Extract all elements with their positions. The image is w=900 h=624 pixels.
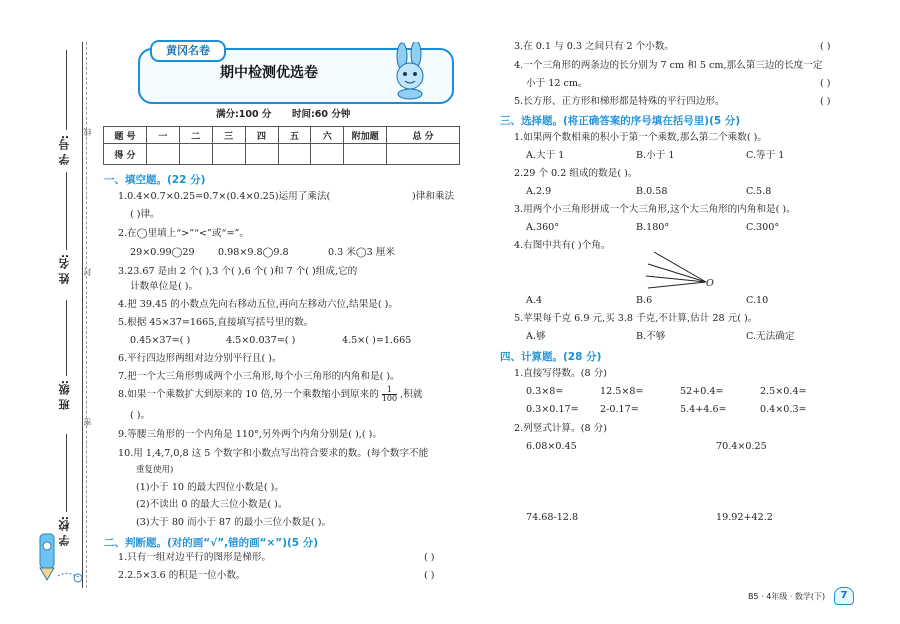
mascot-pencil-icon: [26, 528, 86, 588]
vertical-calc-b[interactable]: 70.4×0.25: [716, 441, 767, 452]
q5-item-b: 4.5×0.037=( ): [226, 335, 296, 346]
rabbit-mascot-icon: [384, 42, 436, 100]
q10-sub2: (2)不读出 0 的最大三位小数是( )。: [136, 499, 288, 510]
score-cell[interactable]: [387, 144, 460, 165]
school-label: 学 校:: [58, 516, 71, 547]
judge-4-line2: 小于 12 cm。: [526, 78, 588, 89]
choice-2-option-a[interactable]: A.2.9: [526, 186, 552, 197]
choice-3: 3.用两个小三角形拼成一个大三角形,这个大三角形的内角和是( )。: [514, 204, 796, 215]
calc-2-prompt: 2.列竖式计算。(8 分): [514, 423, 607, 434]
choice-5-option-a[interactable]: A.够: [526, 331, 546, 342]
judge-3-answer[interactable]: ( ): [820, 41, 831, 52]
calc-1-r2-b[interactable]: 2-0.17=: [600, 404, 639, 415]
cut-line: [86, 42, 87, 588]
q3-line2: 计数单位是( )。: [130, 281, 199, 292]
q3-line1: 3.23.67 是由 2 个( ),3 个( ),6 个( )和 7 个( )组成,它的: [118, 266, 358, 277]
calc-1-r2-c[interactable]: 5.4+4.6=: [680, 404, 727, 415]
seal-mi: 密: [83, 418, 92, 426]
choice-2-option-c[interactable]: C.5.8: [746, 186, 772, 197]
judge-3: 3.在 0.1 与 0.3 之间只有 2 个小数。: [514, 41, 675, 52]
choice-2-option-b[interactable]: B.0.58: [636, 186, 668, 197]
section-true-false: 二、判断题。(对的画“√”,错的画“×”)(5 分): [104, 537, 319, 549]
score-table: [103, 126, 460, 165]
choice-4: 4.右图中共有( )个角。: [514, 240, 611, 251]
student-number-label: 学 号:: [58, 135, 71, 166]
calc-1-r2-a[interactable]: 0.3×0.17=: [526, 404, 579, 415]
choice-4-option-b[interactable]: B.6: [636, 295, 653, 306]
seal-feng: 封: [83, 268, 92, 276]
judge-5: 5.长方形、正方形和梯形都是特殊的平行四边形。: [514, 96, 725, 107]
judge-1-answer[interactable]: ( ): [424, 552, 435, 563]
q8-numerator: 1: [382, 386, 397, 395]
choice-2: 2.29 个 0.2 组成的数是( )。: [514, 168, 638, 179]
q9: 9.等腰三角形的一个内角是 110°,另外两个内角分别是( ),( )。: [118, 429, 382, 440]
score-header-cell: 三: [212, 127, 245, 144]
q6: 6.平行四边形两组对边分别平行且( )。: [118, 353, 282, 364]
page-number: 7: [834, 587, 854, 605]
q8-line2: ( )。: [130, 410, 151, 421]
choice-3-option-c[interactable]: C.300°: [746, 222, 780, 233]
q8-line1: [118, 386, 422, 403]
score-header-cell: 四: [245, 127, 278, 144]
choice-1-option-b[interactable]: B.小于 1: [636, 150, 675, 161]
score-cell[interactable]: [147, 144, 180, 165]
school-line[interactable]: [66, 434, 67, 512]
q8-fraction: [382, 386, 397, 403]
score-header-cell: 一: [147, 127, 180, 144]
score-header-cell: 题 号: [104, 127, 147, 144]
calc-1-r1-a[interactable]: 0.3×8=: [526, 386, 564, 397]
exam-time: 时间:60 分钟: [292, 109, 351, 120]
vertical-calc-c[interactable]: 74.68-12.8: [526, 512, 579, 523]
q2-item-b: 0.98×9.8◯9.8: [218, 247, 289, 258]
name-label: 姓 名:: [58, 254, 71, 285]
score-cell[interactable]: [245, 144, 278, 165]
choice-1-option-c[interactable]: C.等于 1: [746, 150, 785, 161]
judge-4-line1: 4.一个三角形的两条边的长分别为 7 cm 和 5 cm,那么第三边的长度一定: [514, 60, 823, 71]
q5-item-c: 4.5×( )=1.665: [342, 335, 412, 346]
section-choice: 三、选择题。(将正确答案的序号填在括号里)(5 分): [500, 115, 741, 127]
q1-line2: ( )律。: [130, 209, 160, 220]
choice-5-option-c[interactable]: C.无法确定: [746, 331, 795, 342]
choice-1: 1.如果两个数相乘的积小于第一个乘数,那么第二个乘数( )。: [514, 132, 767, 143]
score-header-cell: 总 分: [387, 127, 460, 144]
q8-text-end: ,积就: [400, 389, 423, 400]
calc-1-prompt: 1.直接写得数。(8 分): [514, 368, 607, 379]
calc-1-r1-b[interactable]: 12.5×8=: [600, 386, 644, 397]
q1-line1b: )律和乘法: [412, 191, 455, 202]
calc-1-r1-c[interactable]: 52+0.4=: [680, 386, 724, 397]
q8-denominator: 100: [381, 394, 398, 403]
q5-prompt: 5.根据 45×37=1665,直接填写括号里的数。: [118, 317, 314, 328]
q1-line1a: 1.0.4×0.7×0.25=0.7×(0.4×0.25)运用了乘法(: [118, 191, 331, 202]
calc-1-r1-d[interactable]: 2.5×0.4=: [760, 386, 807, 397]
vertical-calc-d[interactable]: 19.92+42.2: [716, 512, 773, 523]
angle-vertex-label: O: [706, 278, 714, 289]
calc-1-r2-d[interactable]: 0.4×0.3=: [760, 404, 807, 415]
choice-4-option-c[interactable]: C.10: [746, 295, 769, 306]
choice-5-option-b[interactable]: B.不够: [636, 331, 666, 342]
choice-3-option-a[interactable]: A.360°: [526, 222, 560, 233]
q4: 4.把 39.45 的小数点先向右移动五位,再向左移动六位,结果是( )。: [118, 299, 399, 310]
book-info: B5 · 4年级 · 数学(下): [748, 592, 826, 601]
q8-text: 8.如果一个乘数扩大到原来的 10 倍,另一个乘数缩小到原来的: [118, 389, 379, 400]
score-header-cell: 二: [179, 127, 212, 144]
q10-sub1: (1)小于 10 的最大四位小数是( )。: [136, 482, 284, 493]
q2-prompt: 2.在◯里填上“>”“<”或“=”。: [118, 228, 249, 239]
class-line[interactable]: [66, 300, 67, 376]
score-cell[interactable]: [179, 144, 212, 165]
brand-badge: [150, 40, 226, 62]
page-title: 期中检测优选卷: [220, 65, 318, 81]
vertical-calc-a[interactable]: 6.08×0.45: [526, 441, 577, 452]
q2-item-a: 29×0.99◯29: [130, 247, 195, 258]
section-fill-blank: 一、填空题。(22 分): [104, 174, 206, 186]
q7: 7.把一个大三角形剪成两个小三角形,每个小三角形的内角和是( )。: [118, 371, 400, 382]
brand-text: 黄冈名卷: [166, 44, 210, 57]
score-cell[interactable]: [278, 144, 311, 165]
q2-item-c: 0.3 米◯3 厘米: [328, 247, 395, 258]
judge-2: 2.2.5×3.6 的积是一位小数。: [118, 570, 246, 581]
judge-5-answer[interactable]: ( ): [820, 96, 831, 107]
judge-1: 1.只有一组对边平行的图形是梯形。: [118, 552, 272, 563]
score-cell[interactable]: [344, 144, 387, 165]
full-score: 满分:100 分: [216, 109, 272, 120]
q10-line1: 10.用 1,4,7,0,8 这 5 个数字和小数点写出符合要求的数。(每个数字不能: [118, 448, 429, 459]
choice-4-option-a[interactable]: A.4: [526, 295, 543, 306]
score-row-label: 得 分: [104, 144, 147, 165]
choice-5: 5.苹果每千克 6.9 元,买 3.8 千克,不计算,估计 28 元( )。: [514, 313, 758, 324]
name-line[interactable]: [66, 172, 67, 250]
section-calculation: 四、计算题。(28 分): [500, 351, 602, 363]
choice-3-option-b[interactable]: B.180°: [636, 222, 670, 233]
score-header-cell: 五: [278, 127, 311, 144]
q10-line2: 重复使用): [136, 465, 174, 475]
q10-sub3: (3)大于 80 而小于 87 的最小三位小数是( )。: [136, 517, 332, 528]
score-cell[interactable]: [311, 144, 344, 165]
q5-item-a: 0.45×37=( ): [130, 335, 191, 346]
score-header-cell: 六: [311, 127, 344, 144]
seal-xian: 线: [83, 128, 92, 136]
student-number-line[interactable]: [66, 50, 67, 130]
judge-4-answer[interactable]: ( ): [820, 78, 831, 89]
binding-line: [82, 42, 83, 588]
score-header-cell: 附加题: [344, 127, 387, 144]
choice-1-option-a[interactable]: A.大于 1: [526, 150, 565, 161]
score-cell[interactable]: [212, 144, 245, 165]
class-label: 班 级:: [58, 380, 71, 411]
judge-2-answer[interactable]: ( ): [424, 570, 435, 581]
